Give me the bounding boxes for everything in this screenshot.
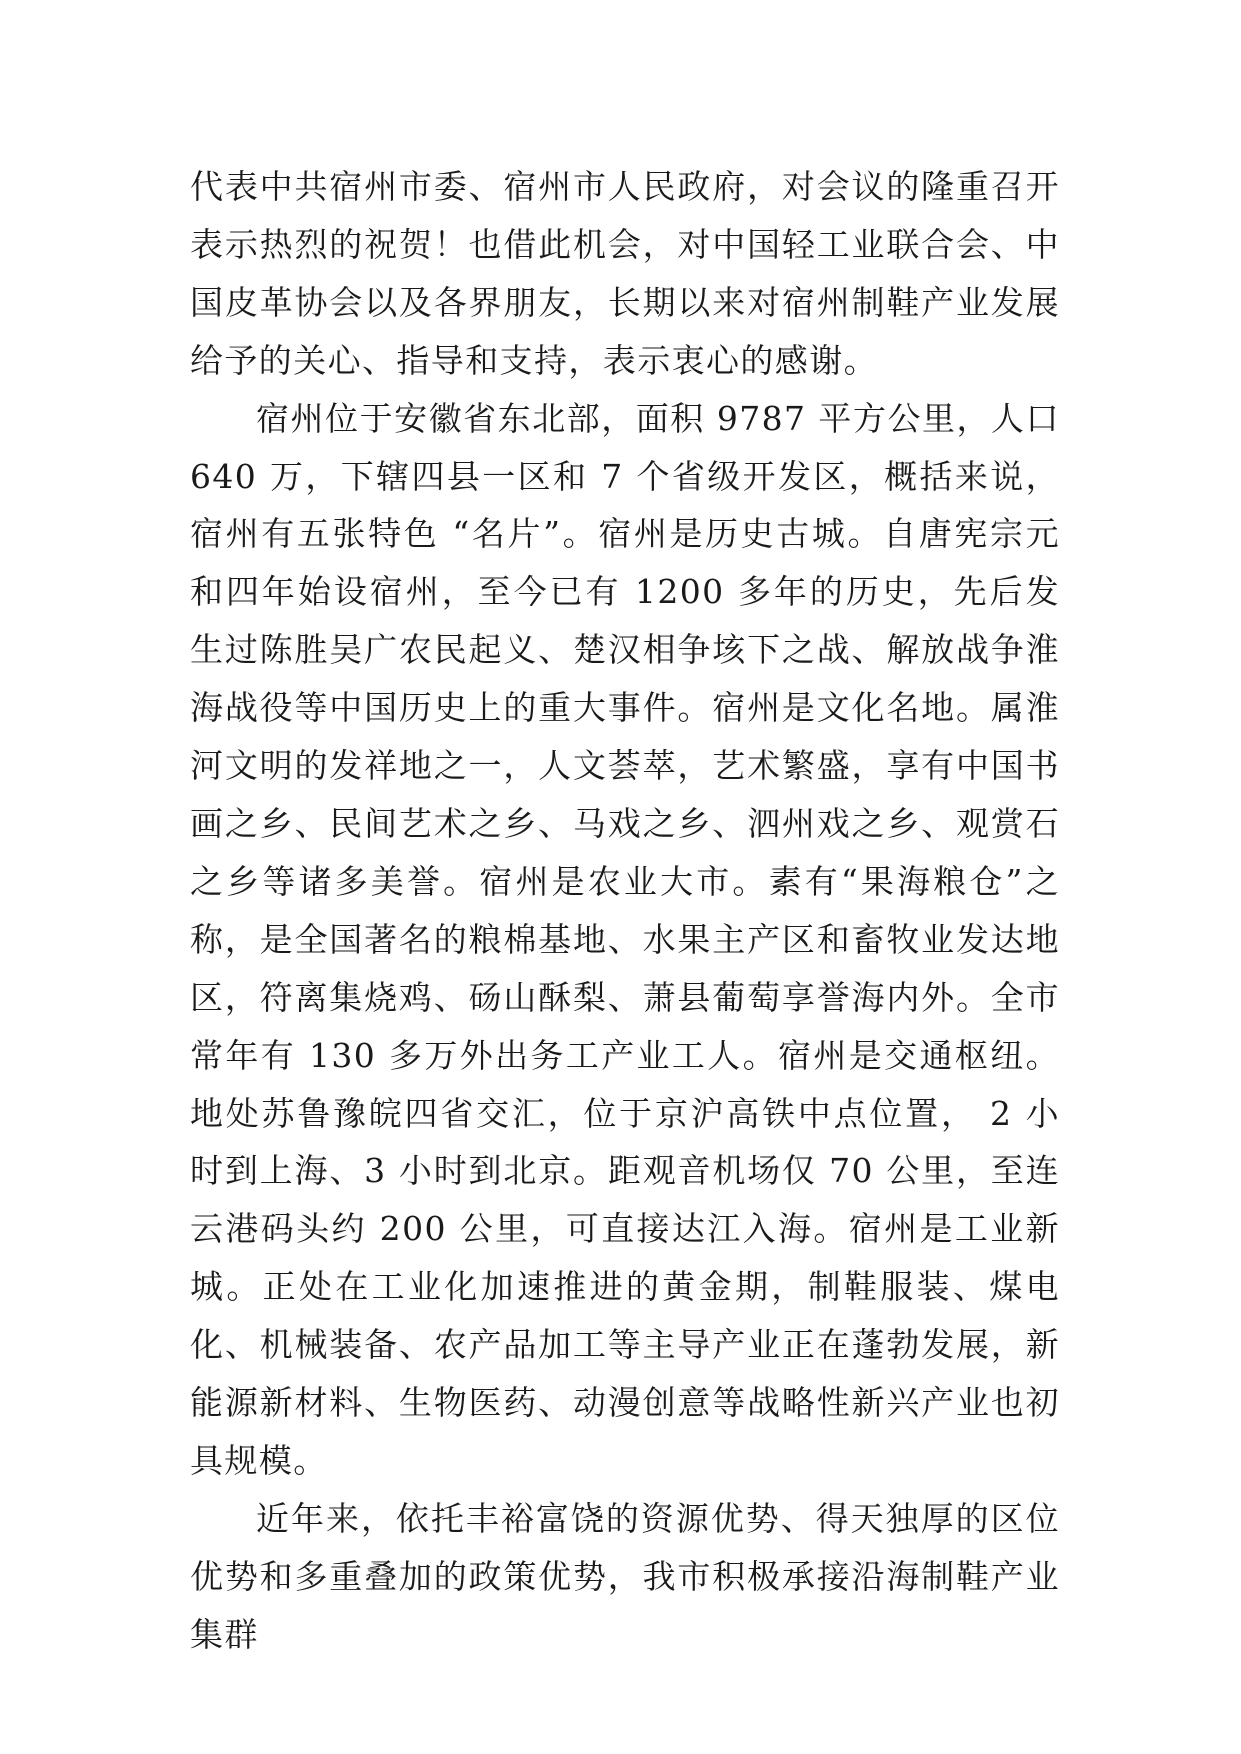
paragraph-continuation: 代表中共宿州市委、宿州市人民政府，对会议的隆重召开表示热烈的祝贺！也借此机会，对中国轻工业联合会、中国皮革协会以及各界朋友，长期以来对宿州制鞋产业发展给予的关心、指导和支持，表示衷心的感谢。 — [190, 167, 1060, 380]
document-body — [190, 158, 1060, 1664]
paragraph-city-overview: 宿州位于安徽省东北部，面积 9787 平方公里，人口 640 万，下辖四县一区和 7 个省级开发区，概括来说，宿州有五张特色 “名片”。宿州是历史古城。自唐宪宗元和四年始设宿州，至今已有 1200 多年的历史，先后发生过陈胜吴广农民起义、楚汉相争垓下之战、解放战争淮海战役等中国历史上的重大事件。宿州是文化名地。属淮河文明的发祥地之一，人文荟萃，艺术繁盛，享有中国书画之乡、民间艺术之乡、马戏之乡、泗州戏之乡、观赏石之乡等诸多美誉。宿州是农业大市。素有“果海粮仓”之称，是全国著名的粮棉基地、水果主产区和畜牧业发达地区，符离集烧鸡、砀山酥梨、萧县葡萄享誉海内外。全市常年有 130 多万外出务工产业工人。宿州是交通枢纽。地处苏鲁豫皖四省交汇，位于京沪高铁中点位置， 2 小时到上海、3 小时到北京。距观音机场仅 70 公里，至连云港码头约 200 公里，可直接达江入海。宿州是工业新城。正处在工业化加速推进的黄金期，制鞋服装、煤电化、机械装备、农产品加工等主导产业正在蓬勃发展，新能源新材料、生物医药、动漫创意等战略性新兴产业也初具规模。 — [190, 398, 1060, 1480]
paragraph-recent-years: 近年来，依托丰裕富饶的资源优势、得天独厚的区位优势和多重叠加的政策优势，我市积极承接沿海制鞋产业集群 — [190, 1498, 1060, 1654]
